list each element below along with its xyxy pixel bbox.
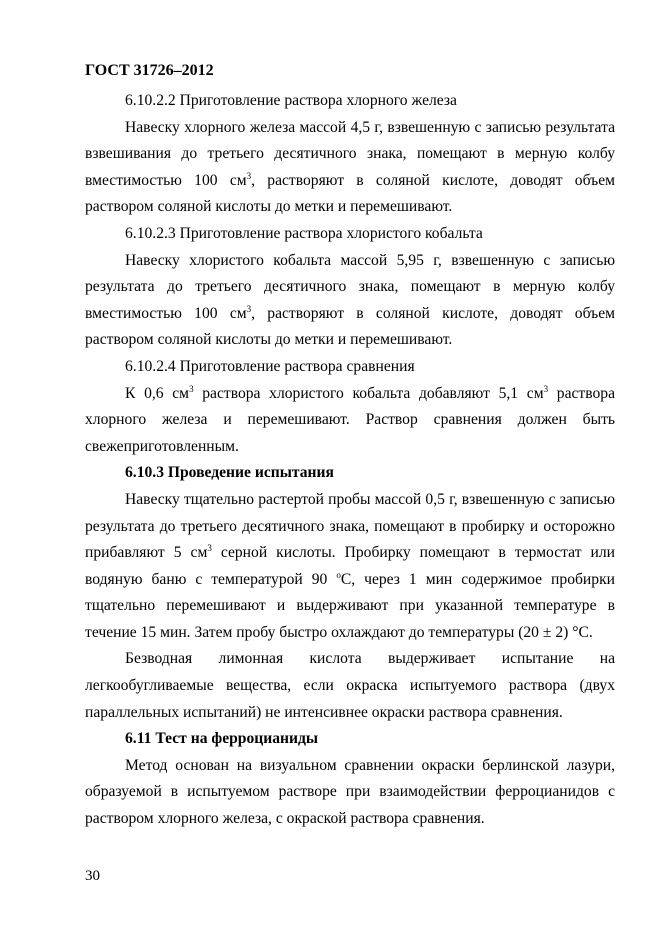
subsection-title: 6.10.2.2 Приготовление раствора хлорного железа <box>125 92 457 109</box>
body-paragraph: Навеску хлористого кобальта массой 5,95 г, взвешенную с записью результата до третьего десятичного знака, помещают в мерную колбу вместимостью 100 $см^3$, растворяют в соляной кислоте, доводят объем раствором соляной кислоты до метки и перемешивают. <box>85 251 615 349</box>
body-paragraph: Метод основан на визуальном сравнении окраски берлинской лазури, образуемой в испытуемом растворе при взаимодействии ферроцианидов с раствором хлорного железа, с окраской раствора сравнения. <box>85 756 615 828</box>
subsection-title: 6.10.2.4 Приготовление раствора сравнения <box>125 357 415 375</box>
body-paragraph: Навеску тщательно растертой пробы массой 0,5 г, взвешенную с записью результата до третьего десятичного знака, помещают в пробирку и осторожно прибавляют 5 $см^3$ серной кислоты. Пробирку помещают в термостат или водяную баню с температурой 90 $^o$С, через 1 мин содержимое пробирки тщательно перемешивают и выдерживают при указанной температуре в течение 15 мин. Затем пробу быстро охлаждают до температуры (20 ± 2) °С. <box>85 490 615 641</box>
page-number: 30 <box>85 868 100 884</box>
section-heading: 6.11 Тест на ферроцианиды <box>125 730 319 748</box>
body-paragraph: К 0,6 $см^3$ раствора хлористого кобальта добавляют 5,1 $см^3$ раствора хлорного железа и перемешивают. Раствор сравнения должен быть свежеприготовленным. <box>85 383 616 455</box>
section-heading: 6.10.3 Проведение испытания <box>125 464 334 482</box>
document-body <box>85 88 615 833</box>
subsection-title: 6.10.2.3 Приготовление раствора хлористого кобальта <box>125 224 483 242</box>
body-paragraph: Безводная лимонная кислота выдерживает испытание на легкообугливаемые вещества, если окраска испытуемого раствора (двух параллельных испытаний) не интенсивнее окраски раствора сравнения. <box>85 650 615 721</box>
document-header: ГОСТ 31726–2012 <box>85 62 214 79</box>
body-paragraph: Навеску хлорного железа массой 4,5 г, взвешенную с записью результата взвешивания до третьего десятичного знака, помещают в мерную колбу вместимостью 100 $см^3$, растворяют в соляной кислоте, доводят объем раствором соляной кислоты до метки и перемешивают. <box>85 118 615 216</box>
